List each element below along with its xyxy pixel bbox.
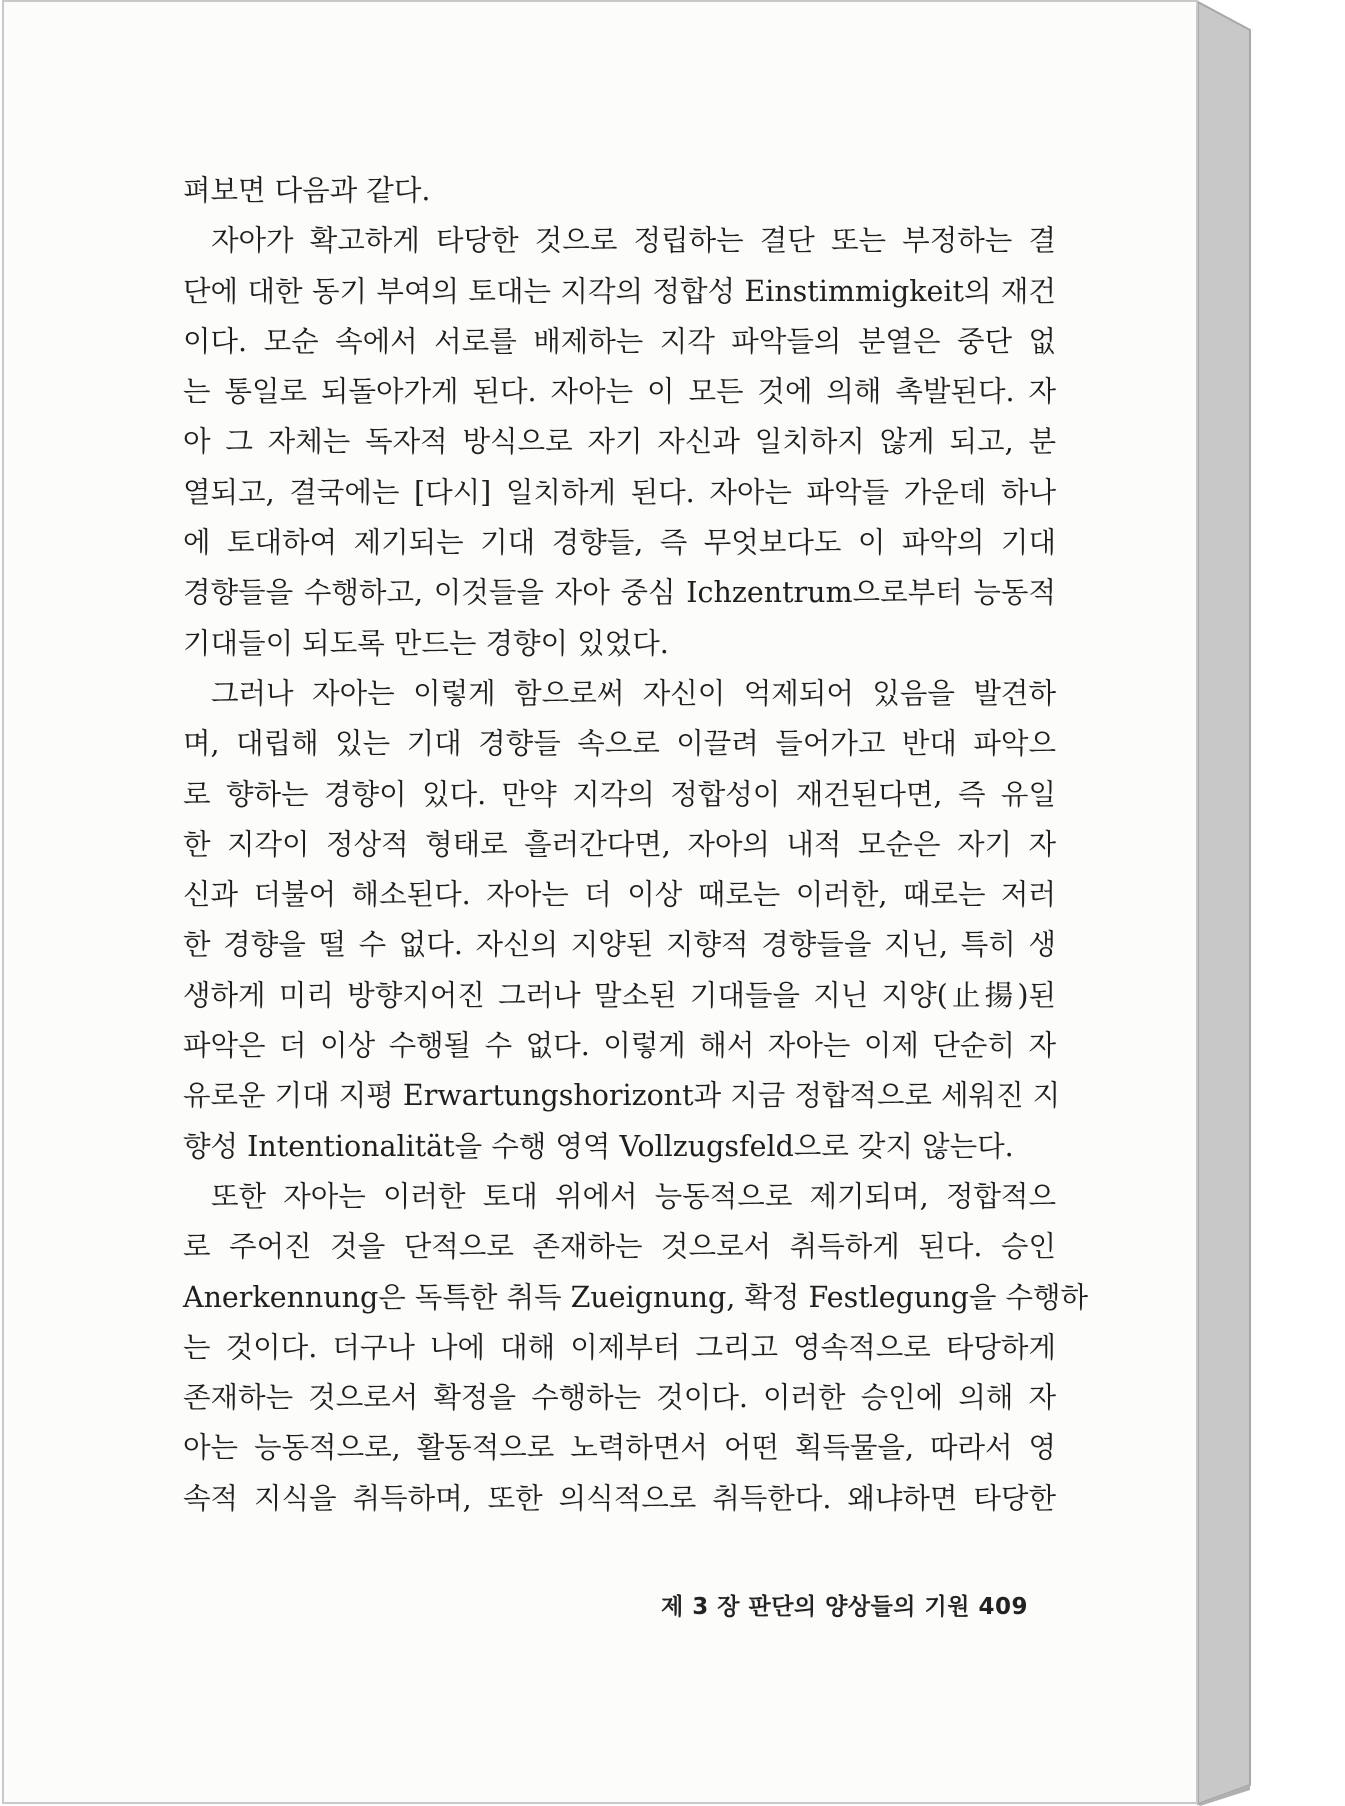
body-text [183,166,1089,1524]
text-line: 아 그 자체는 독자적 방식으로 자기 자신과 일치하지 않게 되고, 분 [183,425,1056,459]
text-line: 기대들이 되도록 만드는 경향이 있었다. [183,626,669,660]
text-line: 신과 더불어 해소된다. 자아는 더 이상 때로는 이러한, 때로는 저러 [183,878,1056,912]
text-line: 펴보면 다음과 같다. [183,174,431,207]
text-line: 단에 대한 동기 부여의 토대는 지각의 정합성 Einstimmigkeit의 재건 [183,274,1056,308]
text-line: 유로운 기대 지평 Erwartungshorizont과 지금 정합적으로 세워진 지 [183,1079,1061,1113]
text-line: 에 토대하여 제기되는 기대 경향들, 즉 무엇보다도 이 파악의 기대 [183,526,1056,560]
text-line: 존재하는 것으로서 확정을 수행하는 것이다. 이러한 승인에 의해 자 [183,1381,1056,1415]
text-line: 생하게 미리 방향지어진 그러나 말소된 기대들을 지닌 지양(止揚)된 [183,978,1056,1012]
text-line: 향성 Intentionalität을 수행 영역 Vollzugsfeld으로 갖지 않는다. [183,1129,1014,1163]
text-line: 자아가 확고하게 타당한 것으로 정립하는 결단 또는 부정하는 결 [211,224,1056,258]
text-line: 경향들을 수행하고, 이것들을 자아 중심 Ichzentrum으로부터 능동적 [183,576,1056,610]
text-line: 그러나 자아는 이렇게 함으로써 자신이 억제되어 있음을 발견하 [211,676,1056,710]
text-line: 며, 대립해 있는 기대 경향들 속으로 이끌려 들어가고 반대 파악으 [183,727,1056,761]
text-line: 속적 지식을 취득하며, 또한 의식적으로 취득한다. 왜냐하면 타당한 [183,1481,1056,1515]
text-line: 아는 능동적으로, 활동적으로 노력하면서 어떤 획득물을, 따라서 영 [183,1431,1056,1465]
text-line: 또한 자아는 이러한 토대 위에서 능동적으로 제기되며, 정합적으 [211,1179,1056,1213]
text-line: 는 것이다. 더구나 나에 대해 이제부터 그리고 영속적으로 타당하게 [183,1330,1056,1364]
text-line: 로 주어진 것을 단적으로 존재하는 것으로서 취득하게 된다. 승인 [183,1230,1056,1264]
text-line: 한 경향을 떨 수 없다. 자신의 지양된 지향적 경향들을 지닌, 특히 생 [183,928,1056,962]
text-line: Anerkennung은 독특한 취득 Zueignung, 확정 Festlegung을 수행하 [183,1280,1089,1314]
text-line: 열되고, 결국에는 [다시] 일치하게 된다. 자아는 파악들 가운데 하나 [183,475,1056,509]
text-line: 로 향하는 경향이 있다. 만약 지각의 정합성이 재건된다면, 즉 유일 [183,777,1056,811]
text-line: 파악은 더 이상 수행될 수 없다. 이렇게 해서 자아는 이제 단순히 자 [183,1029,1056,1063]
text-line: 는 통일로 되돌아가게 된다. 자아는 이 모든 것에 의해 촉발된다. 자 [183,375,1056,409]
running-footer: 제 3 장 판단의 양상들의 기원 409 [661,1594,1028,1620]
text-line: 이다. 모순 속에서 서로를 배제하는 지각 파악들의 분열은 중단 없 [183,324,1056,358]
text-line: 한 지각이 정상적 형태로 흘러간다면, 자아의 내적 모순은 자기 자 [183,827,1056,861]
